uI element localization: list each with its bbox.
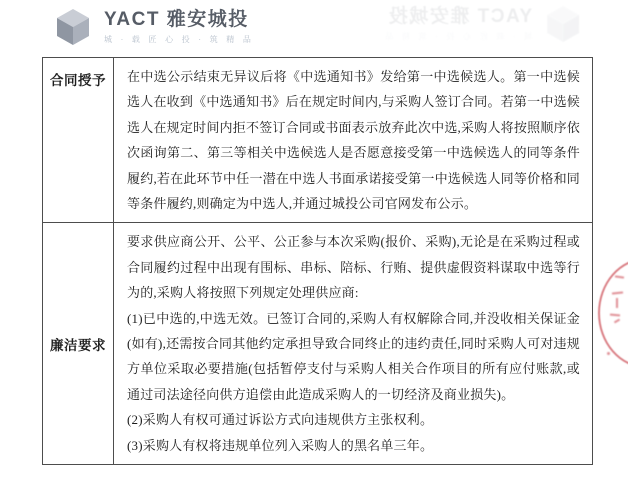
- brand-name: YACT 雅安城投: [104, 9, 249, 30]
- paragraph: 在中选公示结束无异议后将《中选通知书》发给第一中选候选人。第一中选候选人在收到《中选通知书》后在规定时间内,与采购人签订合同。若第一中选候选人在规定时间内拒不签订合同或书面表示放弃此次中选,采购人将按照顺序依次函询第二、第三等相关中选候选人是否愿意接受第一中选候选人的同等条件履约,若在此环节中任一潜在中选人书面承诺接受第一中选候选人同等价格和同等条件履约,则确定为中选人,并通过城投公司官网发布公示。: [127, 69, 580, 212]
- red-seal-mark: [616, 298, 618, 308]
- logo-bleedthrough: [382, 4, 583, 44]
- red-seal-partial: [598, 258, 628, 368]
- paragraph: (3)采购人有权将违规单位列入采购人的黑名单三年。: [127, 437, 434, 453]
- row-header: 廉洁要求: [43, 223, 114, 465]
- row-content: [114, 58, 593, 223]
- row-header: 合同授予: [43, 58, 114, 223]
- table-row: [43, 58, 593, 223]
- red-seal-mark: [607, 352, 610, 355]
- brand-name-ghost: YACT 雅安城投: [387, 6, 533, 27]
- table-row: [43, 223, 593, 465]
- red-seal-mark: [612, 291, 623, 294]
- row-content: [114, 223, 593, 465]
- brand-tagline-ghost: 城 · 载 匠 心 投 · 筑 精 品: [382, 32, 533, 41]
- brand-tagline: 城 · 载 匠 心 投 · 筑 精 品: [104, 35, 255, 44]
- paragraph: 要求供应商公开、公平、公正参与本次采购(报价、采购),无论是在采购过程或合同履约过程中出现有围标、串标、陪标、行贿、提供虚假资料谋取中选等行为的,采购人将按照下列规定处理供应商:: [127, 234, 580, 301]
- paragraph: (2)采购人有权可通过诉讼方式向违规供方主张权利。: [127, 412, 434, 428]
- red-seal-mark: [610, 314, 620, 317]
- logo-text: [104, 9, 254, 45]
- company-logo: [53, 7, 254, 47]
- terms-table: [42, 57, 593, 465]
- cube-logo-icon: [53, 7, 93, 47]
- paragraph: (1)已中选的,中选无效。已签订合同的,采购人有权解除合同,并没收相关保证金(如有),还需按合同其他约定承担导致合同终止的违约责任,同时采购人可对违规方单位采取必要措施(包括暂停支付与采购人相关合作项目的所有应付账款,或通过司法途径向供方追偿由此造成采购人的一切经济及商业损失)。: [127, 310, 580, 402]
- red-seal-mark: [615, 275, 624, 278]
- red-seal-mark: [614, 319, 620, 324]
- cube-logo-ghost-icon: [543, 4, 583, 44]
